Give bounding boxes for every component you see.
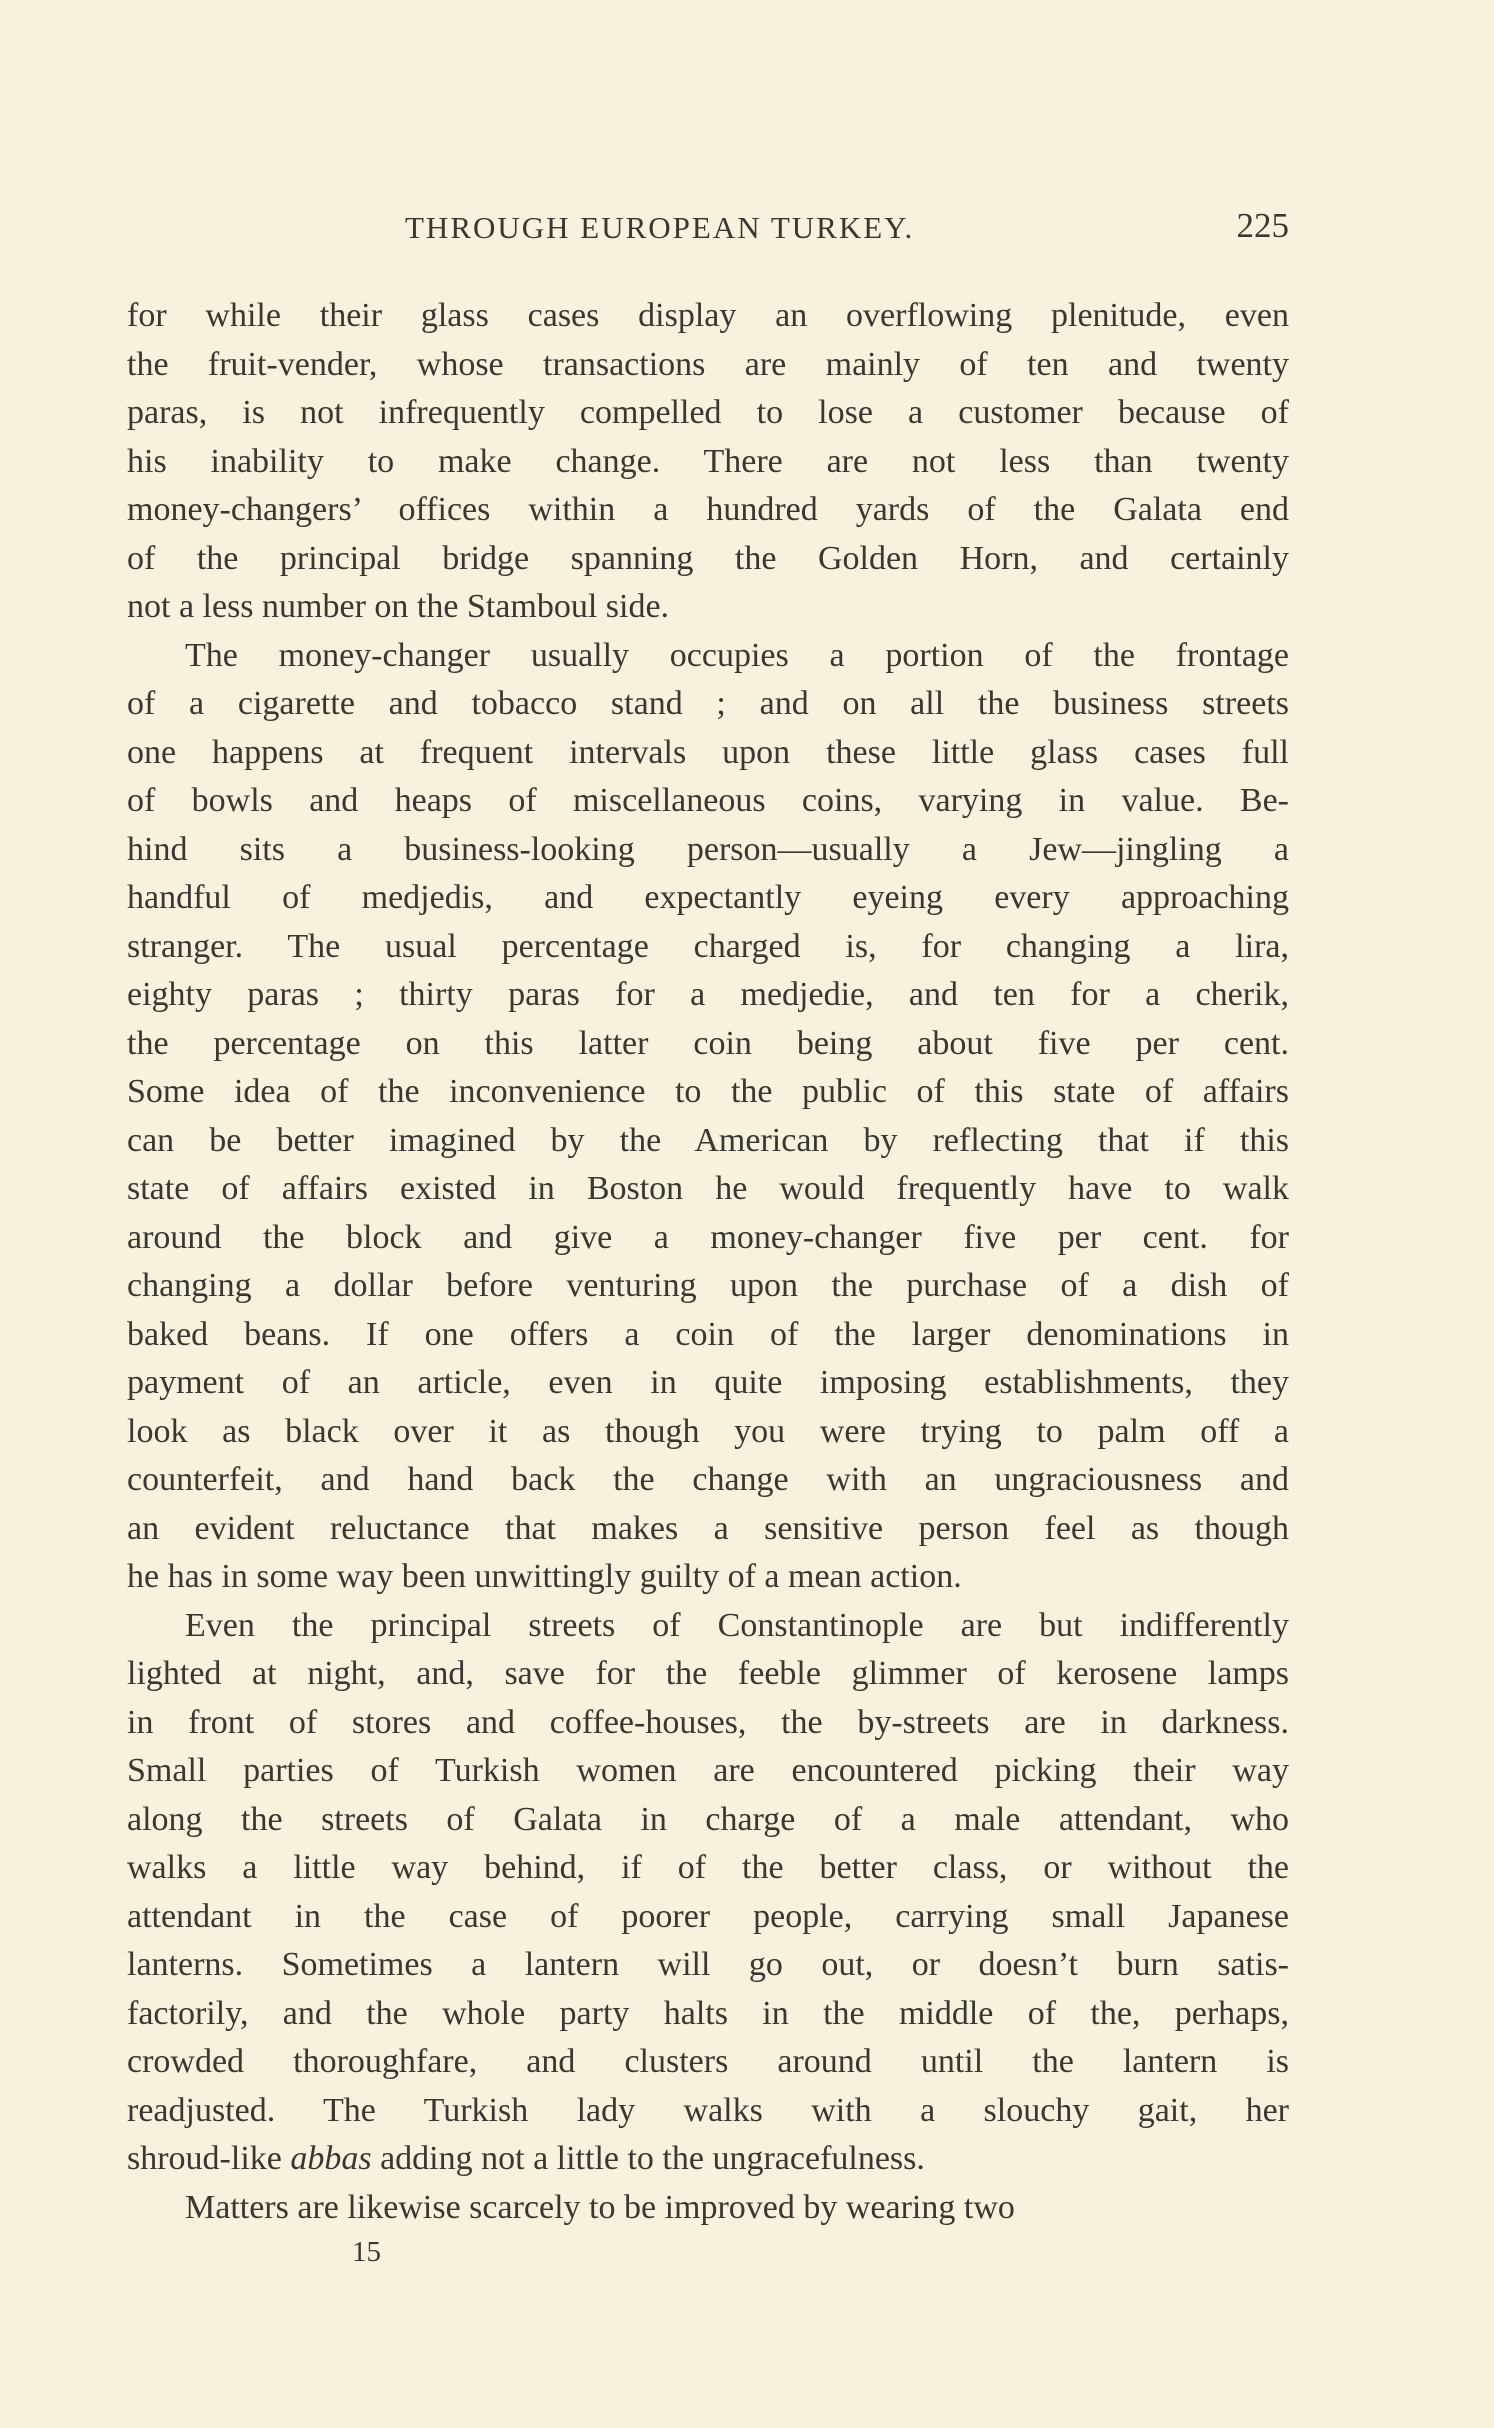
page-number: 225 — [1236, 206, 1289, 245]
text-line: an evident reluctance that makes a sensitive person feel as though — [127, 1509, 1289, 1547]
text-line: hind sits a business-looking person—usually a Jew—jingling a — [127, 830, 1289, 868]
paragraph — [127, 632, 1289, 1602]
text-line: factorily, and the whole party halts in the middle of the, perhaps, — [127, 1994, 1289, 2032]
body-text — [127, 292, 1289, 2232]
text-segment: shroud-like — [127, 2140, 291, 2177]
text-line: lighted at night, and, save for the feeble glimmer of kerosene lamps — [127, 1655, 1289, 1692]
text-line: payment of an article, even in quite imposing establishments, they — [127, 1364, 1289, 1401]
text-line: along the streets of Galata in charge of a male attendant, who — [127, 1800, 1289, 1838]
running-header — [127, 206, 1289, 254]
text-line: Even the principal streets of Constantinople are but indifferently — [185, 1606, 1289, 1644]
running-title: THROUGH EUROPEAN TURKEY. — [405, 210, 915, 245]
text-line: money-changers’ offices within a hundred yards of the Galata end — [127, 491, 1289, 528]
italic-term: abbas — [290, 2140, 372, 2177]
text-line: his inability to make change. There are not less than twenty — [127, 442, 1289, 480]
text-line: attendant in the case of poorer people, carrying small Japanese — [127, 1897, 1289, 1935]
text-line: eighty paras ; thirty paras for a medjedie, and ten for a cherik, — [127, 976, 1289, 1013]
text-line: lanterns. Sometimes a lantern will go out, or doesn’t burn satis- — [127, 1946, 1289, 1983]
text-line: Small parties of Turkish women are encountered picking their way — [127, 1752, 1289, 1789]
text-line: walks a little way behind, if of the better class, or without the — [127, 1849, 1289, 1886]
text-line: paras, is not infrequently compelled to lose a customer because of — [127, 394, 1289, 431]
text-line: of a cigarette and tobacco stand ; and on all the business streets — [127, 685, 1289, 722]
paragraph — [127, 2184, 1289, 2233]
text-line: counterfeit, and hand back the change with an ungraciousness and — [127, 1461, 1289, 1498]
paragraph — [127, 292, 1289, 632]
text-line: he has in some way been unwittingly guilty of a mean action. — [127, 1558, 962, 1595]
text-line: of bowls and heaps of miscellaneous coins, varying in value. Be- — [127, 782, 1289, 819]
text-line: changing a dollar before venturing upon the purchase of a dish of — [127, 1267, 1289, 1304]
text-line: can be better imagined by the American by reflecting that if this — [127, 1121, 1289, 1159]
text-line: for while their glass cases display an overflowing plenitude, even — [127, 297, 1289, 334]
text-line: handful of medjedis, and expectantly eyeing every approaching — [127, 879, 1289, 916]
text-line — [127, 2135, 1289, 2184]
signature-mark: 15 — [352, 2236, 381, 2268]
text-line: Some idea of the inconvenience to the public of this state of affairs — [127, 1073, 1289, 1110]
text-line: readjusted. The Turkish lady walks with a slouchy gait, her — [127, 2091, 1289, 2129]
text-line: of the principal bridge spanning the Golden Horn, and certainly — [127, 539, 1289, 577]
text-line: around the block and give a money-changer five per cent. for — [127, 1218, 1289, 1256]
text-line: Matters are likewise scarcely to be improved by wearing two — [185, 2188, 1015, 2226]
text-line: look as black over it as though you were trying to palm off a — [127, 1412, 1289, 1450]
text-line: one happens at frequent intervals upon these little glass cases full — [127, 733, 1289, 771]
text-line: crowded thoroughfare, and clusters around until the lantern is — [127, 2043, 1289, 2080]
text-line: not a less number on the Stamboul side. — [127, 588, 670, 625]
text-line: baked beans. If one offers a coin of the larger denominations in — [127, 1315, 1289, 1353]
text-line: The money-changer usually occupies a portion of the frontage — [185, 636, 1289, 674]
text-line: in front of stores and coffee-houses, the by-streets are in darkness. — [127, 1703, 1289, 1741]
text-line: stranger. The usual percentage charged is, for changing a lira, — [127, 927, 1289, 965]
paragraph — [127, 1602, 1289, 2184]
text-segment: adding not a little to the ungracefulness. — [371, 2140, 925, 2177]
text-line: the fruit-vender, whose transactions are mainly of ten and twenty — [127, 345, 1289, 383]
text-line: the percentage on this latter coin being about five per cent. — [127, 1024, 1289, 1062]
text-line: state of affairs existed in Boston he would frequently have to walk — [127, 1170, 1289, 1207]
